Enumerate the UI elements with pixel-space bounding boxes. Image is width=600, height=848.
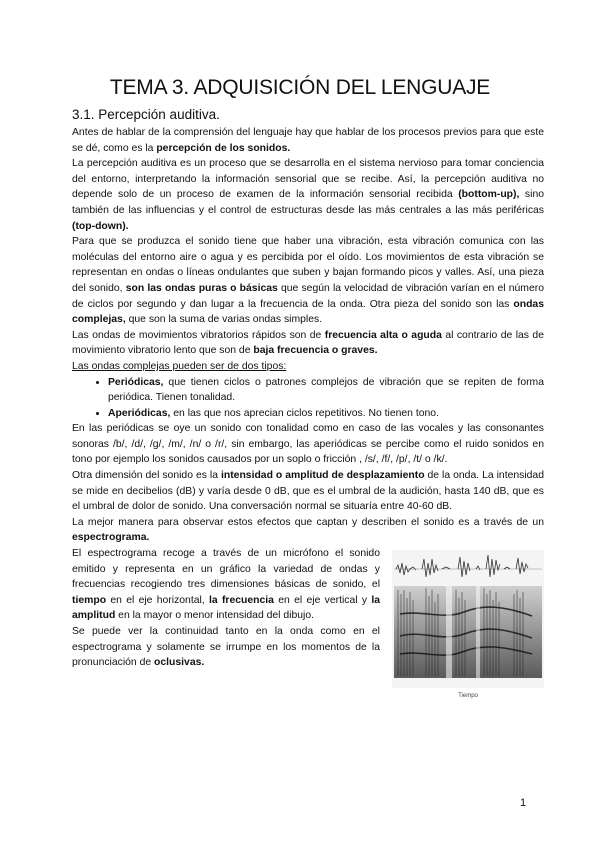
paragraph-vibration bbox=[72, 234, 544, 328]
document-title: TEMA 3. ADQUISICIÓN DEL LENGUAJE bbox=[109, 76, 491, 99]
bold-text: son las ondas puras o básicas bbox=[125, 282, 278, 294]
paragraph-spectrogram bbox=[72, 546, 380, 624]
bold-text: percepción de los sonidos. bbox=[156, 142, 291, 154]
text: Se puede ver la continuidad tanto en la onda como en el espectrograma y solamente se irrumpe en los momentos de la pronunciación de bbox=[72, 626, 380, 669]
text: Para que se produzca el sonido tiene que haber una vibración, esta vibración comunica con las moléculas del entorno aire o agua y es percibida por el oído. Los movimientos de esta vibración se representan en ondas o líneas ondulantes que suben y bajan formando picos y valles. Así, una pieza del sonido, bbox=[72, 236, 544, 294]
text: Las ondas de movimientos vibratorios rápidos son de bbox=[72, 329, 325, 341]
bold-text: baja frecuencia o graves. bbox=[253, 345, 378, 357]
bold-text: (bottom-up), bbox=[458, 189, 520, 201]
text: de la onda. La intensidad se mide en decibelios (dB) y varía desde 0 dB, que es el umbral de la audición, hasta 140 dB, que es el umbral de dolor de sonido. Una conversación normal se situaría entre 40-60 dB. bbox=[72, 470, 544, 513]
paragraph-intensity bbox=[72, 468, 544, 515]
bold-text: espectrograma. bbox=[72, 532, 150, 544]
spectrogram-image bbox=[392, 550, 544, 688]
text: en las que nos aprecian ciclos repetitivos. No tienen tono. bbox=[170, 407, 439, 419]
paragraph-periodic-examples: En las periódicas se oye un sonido con tonalidad como en caso de las vocales y las consonantes sonoras /b/, /d/, /g/, /m/, /n/ o /r/, sin embargo, las aperiódicas se percibe como el ruido sonidos en tono por ejemplo los sonidos causados por un soplo o fricción , /s/, /f/, /p/, /t/ o /k/. bbox=[72, 423, 544, 466]
text: en el eje vertical y bbox=[273, 594, 372, 606]
text: en el eje horizontal, bbox=[106, 594, 209, 606]
list-item bbox=[108, 406, 544, 422]
text: La percepción auditiva es un proceso que se desarrolla en el sistema nervioso para tomar conciencia del entorno, interpretando la información sensorial que se recibe. Así, la percepción auditiva no depende solo de un proceso de examen de la información sensorial recibida bbox=[72, 158, 544, 201]
bold-text: frecuencia alta o aguda bbox=[324, 329, 442, 341]
bold-text: la frecuencia bbox=[209, 594, 274, 606]
bold-text: Aperiódicas, bbox=[108, 407, 171, 419]
bold-text: intensidad o amplitud de desplazamiento bbox=[220, 470, 425, 482]
text: Antes de hablar de la comprensión del lenguaje hay que hablar de los procesos previos para que este se dé, como es la bbox=[72, 127, 544, 154]
bold-text: ondas complejas, bbox=[72, 298, 544, 326]
text: al contrario de las de movimiento vibratorio lento que son de bbox=[72, 329, 544, 357]
text: en la mayor o menor intensidad del dibujo. bbox=[115, 610, 314, 622]
section-heading: 3.1. Percepción auditiva. bbox=[72, 107, 220, 122]
text: La mejor manera para observar estos efectos que captan y describen el sonido es a través de un bbox=[72, 516, 544, 528]
paragraph-continuity bbox=[72, 624, 380, 671]
bold-text: Periódicas, bbox=[108, 376, 164, 388]
page-number: 1 bbox=[520, 797, 527, 809]
figure-caption: Tiempo bbox=[458, 693, 478, 700]
spectrogram bbox=[394, 586, 542, 678]
text: sino también de las influencias y el control de estructuras desde las más centrales a las más periféricas bbox=[72, 189, 544, 216]
spectrogram-section bbox=[72, 546, 544, 705]
text: Otra dimensión del sonido es la bbox=[72, 470, 221, 482]
paragraph-spectrogram-intro bbox=[72, 515, 544, 546]
paragraph-complex-waves-heading: Las ondas complejas pueden ser de dos tipos: bbox=[72, 360, 287, 372]
text: El espectrograma recoge a través de un micrófono el sonido emitido y representa en un gráfico la variedad de ondas y frecuencias recogiendo tres dimensiones básicas de sonido, el bbox=[72, 548, 380, 591]
text: que tienen ciclos o patrones complejos de vibración que se repiten de forma periódica. Tienen tonalidad. bbox=[108, 376, 544, 404]
paragraph-intro bbox=[72, 125, 544, 156]
bold-text: oclusivas. bbox=[154, 657, 205, 669]
text: que son la suma de varias ondas simples. bbox=[125, 314, 323, 326]
text: que según la velocidad de vibración varían en el número de ciclos por segundo y dan lugar a la frecuencia de la onda. Otra pieza del sonido son las bbox=[72, 282, 544, 310]
bold-text: la amplitud bbox=[72, 594, 381, 622]
bold-text: (top-down). bbox=[72, 220, 129, 232]
bold-text: tiempo bbox=[72, 594, 107, 606]
document-body bbox=[72, 125, 544, 705]
spectrogram-figure bbox=[392, 550, 544, 705]
wave-types-list bbox=[72, 375, 544, 422]
spectrogram-text bbox=[72, 546, 380, 705]
paragraph-auditory-perception bbox=[72, 156, 544, 234]
list-item bbox=[108, 375, 544, 406]
paragraph-frequency bbox=[72, 328, 544, 359]
